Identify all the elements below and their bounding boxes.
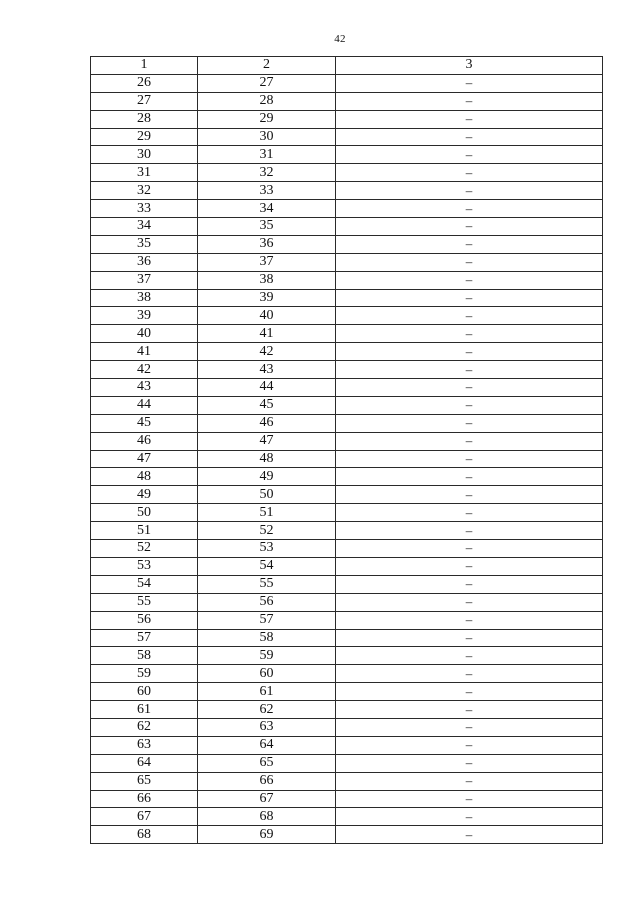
table-cell-col-2: 51 (198, 504, 336, 522)
table-cell-col-2: 38 (198, 271, 336, 289)
table-cell-col-1: 67 (91, 808, 198, 826)
table-cell-col-3: – (336, 647, 603, 665)
table-row (91, 414, 603, 432)
table-cell-col-3: – (336, 235, 603, 253)
table-row (91, 74, 603, 92)
table-cell-col-2: 63 (198, 718, 336, 736)
table-cell-col-3: – (336, 557, 603, 575)
table-cell-col-2: 57 (198, 611, 336, 629)
table-cell-col-2: 36 (198, 235, 336, 253)
table-cell-col-3: – (336, 665, 603, 683)
table-cell-col-3: – (336, 343, 603, 361)
table-row (91, 826, 603, 844)
table-row (91, 218, 603, 236)
table-cell-col-1: 51 (91, 522, 198, 540)
table-cell-col-2: 37 (198, 253, 336, 271)
table-row (91, 253, 603, 271)
table-cell-col-2: 45 (198, 396, 336, 414)
table-cell-col-2: 39 (198, 289, 336, 307)
table-cell-col-3: – (336, 808, 603, 826)
table-cell-col-2: 68 (198, 808, 336, 826)
column-header-3: 3 (336, 57, 603, 75)
table-cell-col-2: 31 (198, 146, 336, 164)
table-row (91, 772, 603, 790)
table-cell-col-3: – (336, 307, 603, 325)
table-cell-col-2: 28 (198, 92, 336, 110)
table-cell-col-3: – (336, 414, 603, 432)
table-cell-col-2: 27 (198, 74, 336, 92)
table-cell-col-3: – (336, 379, 603, 397)
table-row (91, 432, 603, 450)
table-cell-col-1: 57 (91, 629, 198, 647)
table-cell-col-3: – (336, 396, 603, 414)
table-row (91, 325, 603, 343)
table-cell-col-1: 60 (91, 683, 198, 701)
table-cell-col-1: 50 (91, 504, 198, 522)
table-cell-col-3: – (336, 504, 603, 522)
table-cell-col-1: 46 (91, 432, 198, 450)
table-body (91, 74, 603, 843)
table-row (91, 790, 603, 808)
table-cell-col-2: 46 (198, 414, 336, 432)
table-row (91, 557, 603, 575)
table-cell-col-1: 49 (91, 486, 198, 504)
table-cell-col-1: 29 (91, 128, 198, 146)
table-cell-col-1: 44 (91, 396, 198, 414)
table-cell-col-3: – (336, 790, 603, 808)
table-cell-col-2: 59 (198, 647, 336, 665)
table-cell-col-1: 26 (91, 74, 198, 92)
table-cell-col-2: 53 (198, 540, 336, 558)
table-cell-col-1: 38 (91, 289, 198, 307)
table-cell-col-2: 34 (198, 200, 336, 218)
table-cell-col-3: – (336, 468, 603, 486)
table-cell-col-1: 40 (91, 325, 198, 343)
table-row (91, 665, 603, 683)
table-cell-col-3: – (336, 128, 603, 146)
table-cell-col-2: 61 (198, 683, 336, 701)
table-cell-col-3: – (336, 325, 603, 343)
table-cell-col-3: – (336, 361, 603, 379)
table-cell-col-3: – (336, 218, 603, 236)
table-cell-col-3: – (336, 110, 603, 128)
page-number: 42 (334, 33, 346, 45)
table-cell-col-2: 48 (198, 450, 336, 468)
table-row (91, 164, 603, 182)
table-cell-col-3: – (336, 629, 603, 647)
table-cell-col-2: 32 (198, 164, 336, 182)
table-cell-col-1: 35 (91, 235, 198, 253)
table-cell-col-3: – (336, 593, 603, 611)
table-cell-col-2: 64 (198, 736, 336, 754)
table-cell-col-1: 31 (91, 164, 198, 182)
table-cell-col-3: – (336, 701, 603, 719)
table-cell-col-1: 34 (91, 218, 198, 236)
table-cell-col-3: – (336, 271, 603, 289)
table-row (91, 486, 603, 504)
table-cell-col-1: 65 (91, 772, 198, 790)
table-cell-col-2: 62 (198, 701, 336, 719)
table-cell-col-2: 42 (198, 343, 336, 361)
table-row (91, 611, 603, 629)
table-row (91, 271, 603, 289)
table-cell-col-1: 28 (91, 110, 198, 128)
table-cell-col-2: 66 (198, 772, 336, 790)
table-cell-col-1: 54 (91, 575, 198, 593)
table-cell-col-1: 48 (91, 468, 198, 486)
table-cell-col-1: 30 (91, 146, 198, 164)
table-row (91, 182, 603, 200)
table-row (91, 450, 603, 468)
table-row (91, 701, 603, 719)
table-cell-col-2: 33 (198, 182, 336, 200)
table-cell-col-2: 47 (198, 432, 336, 450)
table-cell-col-1: 53 (91, 557, 198, 575)
column-header-1: 1 (91, 57, 198, 75)
table-cell-col-2: 40 (198, 307, 336, 325)
table-cell-col-1: 61 (91, 701, 198, 719)
table-cell-col-2: 69 (198, 826, 336, 844)
table-row (91, 361, 603, 379)
table-row (91, 593, 603, 611)
table-cell-col-1: 42 (91, 361, 198, 379)
table-cell-col-1: 66 (91, 790, 198, 808)
table-cell-col-2: 43 (198, 361, 336, 379)
table-row (91, 647, 603, 665)
data-table-container (90, 56, 602, 844)
table-row (91, 808, 603, 826)
table-row (91, 200, 603, 218)
table-cell-col-3: – (336, 92, 603, 110)
table-cell-col-2: 50 (198, 486, 336, 504)
table-cell-col-1: 32 (91, 182, 198, 200)
table-cell-col-1: 62 (91, 718, 198, 736)
table-cell-col-2: 44 (198, 379, 336, 397)
table-cell-col-3: – (336, 736, 603, 754)
table-cell-col-2: 29 (198, 110, 336, 128)
table-cell-col-3: – (336, 540, 603, 558)
table-header (91, 57, 603, 75)
table-cell-col-2: 41 (198, 325, 336, 343)
table-cell-col-3: – (336, 164, 603, 182)
table-cell-col-3: – (336, 522, 603, 540)
table-cell-col-2: 60 (198, 665, 336, 683)
table-row (91, 289, 603, 307)
table-cell-col-1: 52 (91, 540, 198, 558)
table-row (91, 468, 603, 486)
table-cell-col-3: – (336, 450, 603, 468)
table-row (91, 307, 603, 325)
table-row (91, 343, 603, 361)
table-cell-col-3: – (336, 289, 603, 307)
table-cell-col-2: 65 (198, 754, 336, 772)
table-cell-col-2: 55 (198, 575, 336, 593)
table-cell-col-3: – (336, 575, 603, 593)
table-cell-col-1: 43 (91, 379, 198, 397)
table-cell-col-2: 67 (198, 790, 336, 808)
table-cell-col-2: 30 (198, 128, 336, 146)
table-cell-col-3: – (336, 432, 603, 450)
table-cell-col-2: 35 (198, 218, 336, 236)
table-row (91, 629, 603, 647)
table-row (91, 683, 603, 701)
table-cell-col-3: – (336, 200, 603, 218)
table-row (91, 146, 603, 164)
table-cell-col-2: 52 (198, 522, 336, 540)
table-cell-col-1: 36 (91, 253, 198, 271)
table-row (91, 110, 603, 128)
table-cell-col-1: 47 (91, 450, 198, 468)
table-cell-col-2: 58 (198, 629, 336, 647)
table-cell-col-3: – (336, 182, 603, 200)
table-cell-col-1: 39 (91, 307, 198, 325)
table-cell-col-1: 68 (91, 826, 198, 844)
table-cell-col-3: – (336, 683, 603, 701)
table-cell-col-1: 64 (91, 754, 198, 772)
table-row (91, 736, 603, 754)
table-row (91, 754, 603, 772)
table-cell-col-3: – (336, 253, 603, 271)
table-cell-col-1: 55 (91, 593, 198, 611)
table-cell-col-3: – (336, 74, 603, 92)
table-cell-col-1: 41 (91, 343, 198, 361)
table-cell-col-2: 54 (198, 557, 336, 575)
table-row (91, 522, 603, 540)
table-cell-col-2: 49 (198, 468, 336, 486)
table-cell-col-3: – (336, 718, 603, 736)
table-cell-col-3: – (336, 611, 603, 629)
table-row (91, 128, 603, 146)
table-cell-col-1: 37 (91, 271, 198, 289)
table-cell-col-3: – (336, 486, 603, 504)
table-row (91, 540, 603, 558)
table-row (91, 379, 603, 397)
table-cell-col-3: – (336, 772, 603, 790)
table-cell-col-3: – (336, 826, 603, 844)
header-row (91, 57, 603, 75)
table-row (91, 718, 603, 736)
column-header-2: 2 (198, 57, 336, 75)
table-cell-col-1: 59 (91, 665, 198, 683)
table-row (91, 504, 603, 522)
data-table (90, 56, 603, 844)
table-cell-col-2: 56 (198, 593, 336, 611)
table-cell-col-1: 33 (91, 200, 198, 218)
table-cell-col-1: 45 (91, 414, 198, 432)
table-row (91, 575, 603, 593)
table-cell-col-3: – (336, 754, 603, 772)
table-cell-col-1: 63 (91, 736, 198, 754)
table-cell-col-1: 56 (91, 611, 198, 629)
table-row (91, 92, 603, 110)
table-cell-col-1: 27 (91, 92, 198, 110)
table-row (91, 235, 603, 253)
table-row (91, 396, 603, 414)
table-cell-col-1: 58 (91, 647, 198, 665)
table-cell-col-3: – (336, 146, 603, 164)
